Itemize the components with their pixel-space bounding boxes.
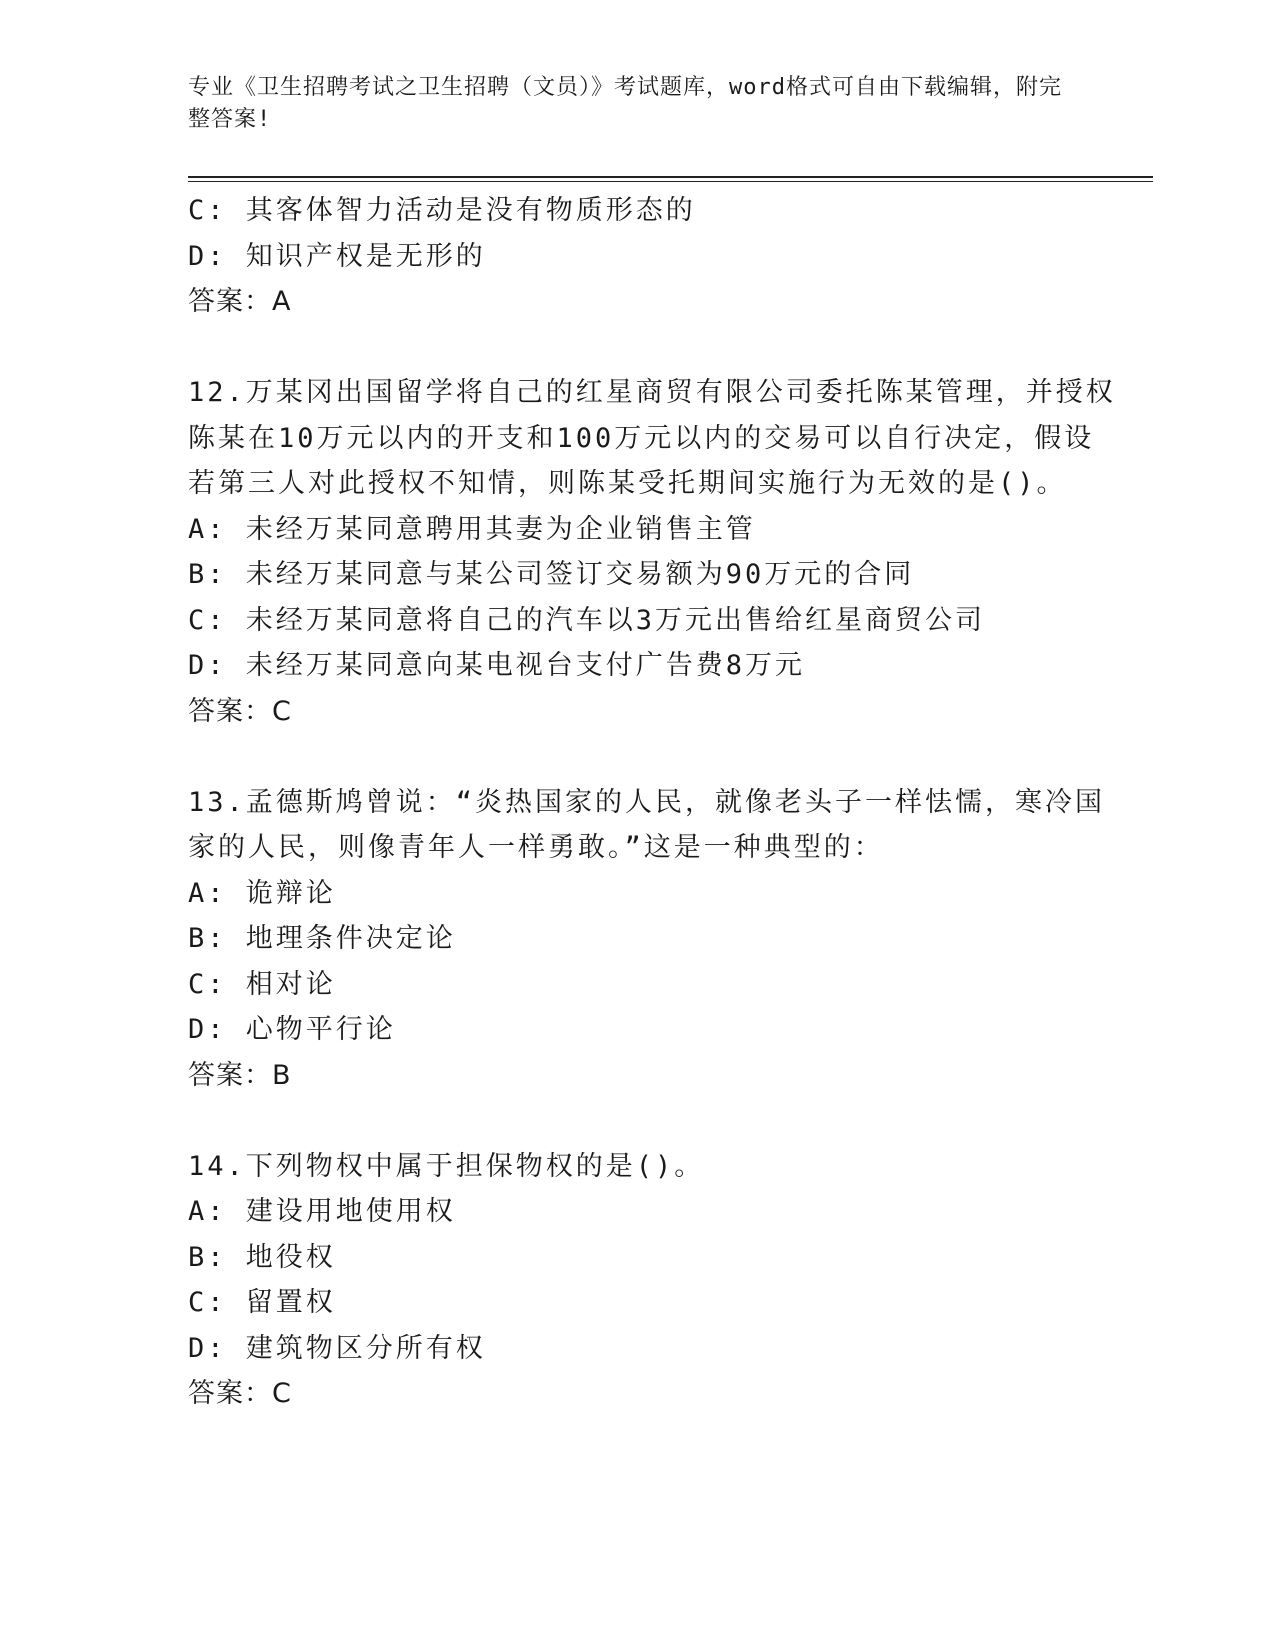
block-spacer: [188, 734, 1088, 780]
option-a: A: 诡辩论: [188, 877, 336, 909]
option-c: C: 留置权: [188, 1287, 336, 1318]
option-d: D: 建筑物区分所有权: [188, 1332, 486, 1364]
question-text-line: 13.孟德斯鸠曾说：“炎热国家的人民，就像老头子一样怯懦，寒冷国: [188, 786, 1106, 818]
answer-line: 答案：C: [188, 695, 292, 727]
option-b: B: 地理条件决定论: [188, 923, 456, 954]
option-a: A: 未经万某同意聘用其妻为企业销售主管: [188, 513, 756, 545]
option-a: A: 建设用地使用权: [188, 1196, 456, 1227]
option-b: B: 地役权: [188, 1241, 336, 1273]
option-b: B: 未经万某同意与某公司签订交易额为90万元的合同: [188, 559, 915, 590]
answer-line: 答案：B: [188, 1059, 292, 1091]
header-divider: [188, 176, 1153, 178]
question-text-line: 家的人民，则像青年人一样勇敢。”这是一种典型的：: [188, 832, 884, 863]
document-header: 专业《卫生招聘考试之卫生招聘（文员）》考试题库，word格式可自由下载编辑，附完整答案!: [188, 75, 1062, 132]
answer-line: 答案：A: [188, 286, 292, 317]
question-text-line: 陈某在10万元以内的开支和100万元以内的交易可以自行决定，假设: [188, 422, 1095, 454]
option-c: C: 其客体智力活动是没有物质形态的: [188, 195, 696, 226]
option-d: D: 心物平行论: [188, 1014, 396, 1045]
question-text-line: 12.万某冈出国留学将自己的红星商贸有限公司委托陈某管理，并授权: [188, 377, 1116, 408]
block-spacer: [188, 1098, 1088, 1144]
block-spacer: [188, 325, 1088, 371]
question-block-11: [188, 188, 1088, 325]
option-c: C: 未经万某同意将自己的汽车以3万元出售给红星商贸公司: [188, 604, 986, 636]
question-block-13: [188, 780, 1106, 1099]
question-text-line: 若第三人对此授权不知情，则陈某受托期间实施行为无效的是()。: [188, 468, 1067, 499]
question-text-line: 14.下列物权中属于担保物权的是()。: [188, 1150, 705, 1182]
question-list: [188, 188, 1116, 1417]
option-d: D: 未经万某同意向某电视台支付广告费8万元: [188, 650, 806, 681]
answer-line: 答案：C: [188, 1378, 292, 1409]
header-divider-thin: [188, 181, 1153, 182]
question-block-12: [188, 370, 1116, 734]
option-d: D: 知识产权是无形的: [188, 240, 486, 272]
option-c: C: 相对论: [188, 968, 336, 1000]
question-block-14: [188, 1144, 1088, 1417]
